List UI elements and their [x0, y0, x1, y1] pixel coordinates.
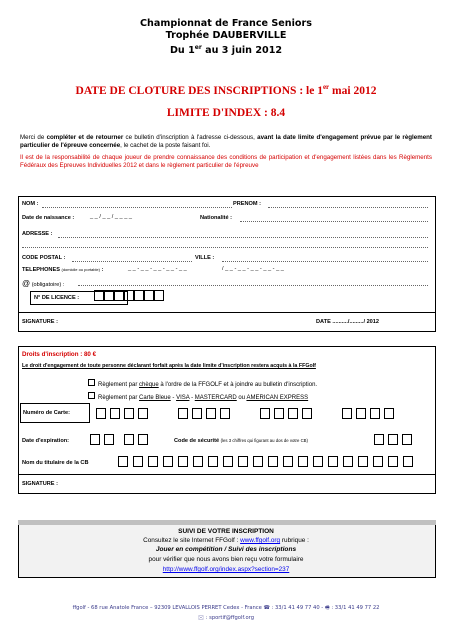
nom-field[interactable] — [42, 207, 232, 208]
tel-field-2[interactable]: / _ _ - _ _ - _ _ - _ _ - _ _ — [222, 266, 284, 272]
divider — [18, 312, 436, 313]
card-number-cell[interactable] — [370, 408, 380, 419]
holder-name-cell[interactable] — [223, 456, 233, 467]
nationalite-field[interactable] — [240, 221, 428, 222]
intro-warning: Il est de la responsabilité de chaque joueur de prendre connaissance des conditions de participation et d'engagement listées dans les Règlements Fédéraux des Epreuves Individuelles 2012 et dans le règlement particulier de l'épreuve — [20, 154, 432, 170]
email-label: @ (obligatoire) : — [22, 279, 65, 288]
dob-label: Date de naissance : — [22, 215, 75, 221]
adresse-field-2[interactable] — [22, 247, 428, 248]
expiry-cell[interactable] — [90, 434, 100, 445]
licence-cell[interactable] — [104, 290, 114, 301]
tracking-title: SUIVI DE VOTRE INSCRIPTION — [178, 528, 274, 535]
tracking-line2: Jouer en compétition / Suivi des inscriptions — [155, 546, 297, 553]
holder-name-cell[interactable] — [343, 456, 353, 467]
holder-name-cell[interactable] — [328, 456, 338, 467]
card-number-cell[interactable] — [110, 408, 120, 419]
cvv-label: Code de sécurité (les 3 chiffres qui figurant au dos de votre CB) — [174, 438, 308, 444]
cp-field[interactable] — [72, 261, 192, 262]
index-limit: LIMITE D'INDEX : 8.4 — [166, 107, 286, 119]
dob-field[interactable]: _ _ / _ _ / _ _ _ _ — [90, 214, 132, 220]
card-number-cell[interactable] — [178, 408, 188, 419]
email-field[interactable] — [78, 285, 428, 286]
holder-name-cell[interactable] — [388, 456, 398, 467]
ville-label: VILLE : — [195, 255, 215, 261]
card-number-cell[interactable] — [138, 408, 148, 419]
prenom-label: PRENOM : — [233, 201, 261, 207]
card-number-cell[interactable] — [96, 408, 106, 419]
holder-name-cell[interactable] — [163, 456, 173, 467]
ffgolf-link[interactable]: www.ffgolf.org — [240, 537, 281, 544]
tel-label: TELEPHONES (domicile ou portable) : — [22, 267, 104, 273]
holder-name-cell[interactable] — [148, 456, 158, 467]
card-number-label: Numéro de Carte: — [23, 410, 70, 416]
licence-cell[interactable] — [124, 290, 134, 301]
expiry-cell[interactable] — [104, 434, 114, 445]
holder-name-cell[interactable] — [118, 456, 128, 467]
card-number-cell[interactable] — [220, 408, 230, 419]
forfeit-rule: Le droit d'engagement de toute personne déclarant forfait après la date limite d'inscription restera acquis à la FFGolf — [22, 363, 316, 369]
holder-name-cell[interactable] — [313, 456, 323, 467]
licence-cell[interactable] — [144, 290, 154, 301]
licence-label: N° DE LICENCE : — [34, 295, 80, 301]
holder-name-cell[interactable] — [298, 456, 308, 467]
adresse-label: ADRESSE : — [22, 231, 53, 237]
tracking-line4 — [0, 566, 452, 573]
cp-label: CODE POSTAL : — [22, 255, 66, 261]
payment-signature-label: SIGNATURE : — [22, 481, 58, 487]
holder-label: Nom du titulaire de la CB — [22, 460, 89, 466]
checkbox-icon[interactable] — [88, 392, 95, 399]
holder-name-cell[interactable] — [268, 456, 278, 467]
tracking-line3: pour vérifier que nous avons bien reçu votre formulaire — [148, 556, 304, 563]
header-dates: Du 1er au 3 juin 2012 — [169, 44, 283, 57]
card-number-cell[interactable] — [356, 408, 366, 419]
cvv-cell[interactable] — [402, 434, 412, 445]
expiry-cell[interactable] — [138, 434, 148, 445]
holder-name-cell[interactable] — [283, 456, 293, 467]
holder-name-cell[interactable] — [178, 456, 188, 467]
expiry-label: Date d'expiration: — [22, 438, 70, 444]
licence-cell[interactable] — [114, 290, 124, 301]
tracking-bar — [18, 520, 436, 525]
tracking-line1: Consultez le site Internet FFGolf : www.ffgolf.org rubrique : — [143, 537, 309, 544]
licence-cell[interactable] — [134, 290, 144, 301]
header-title: Championnat de France Seniors — [140, 18, 312, 29]
holder-name-cell[interactable] — [193, 456, 203, 467]
holder-name-cell[interactable] — [358, 456, 368, 467]
cvv-cell[interactable] — [388, 434, 398, 445]
holder-name-cell[interactable] — [253, 456, 263, 467]
option-card[interactable]: Règlement par Carte Bleue - VISA - MASTERCARD ou AMERICAN EXPRESS — [88, 392, 308, 401]
card-number-cell[interactable] — [384, 408, 394, 419]
fee-title: Droits d'inscription : 80 € — [22, 351, 97, 358]
tel-field-1[interactable]: _ _ - _ _ - _ _ - _ _ - _ _ — [128, 266, 187, 272]
section-link[interactable]: http://www.ffgolf.org/index.aspx?section=237 — [162, 566, 290, 573]
holder-name-cell[interactable] — [373, 456, 383, 467]
holder-name-cell[interactable] — [403, 456, 413, 467]
card-number-cell[interactable] — [124, 408, 134, 419]
card-number-cell[interactable] — [302, 408, 312, 419]
licence-cell[interactable] — [154, 290, 164, 301]
signature-label: SIGNATURE : — [22, 319, 58, 325]
checkbox-icon[interactable] — [88, 379, 95, 386]
holder-name-cell[interactable] — [208, 456, 218, 467]
footer-email: 🖂 : sportif@ffgolf.org — [198, 615, 254, 621]
footer-address: ffgolf - 68 rue Anatole France – 92309 LEVALLOIS PERRET Cedex - France ☎ : 33/1 41 49 77 40 - 🖷 : 33/1 41 49 77 22 — [72, 605, 380, 611]
divider — [18, 474, 436, 475]
closing-date: DATE DE CLOTURE DES INSCRIPTIONS : le 1er mai 2012 — [75, 83, 377, 97]
cvv-cell[interactable] — [374, 434, 384, 445]
holder-name-cell[interactable] — [133, 456, 143, 467]
expiry-cell[interactable] — [124, 434, 134, 445]
card-number-cell[interactable] — [288, 408, 298, 419]
card-number-cell[interactable] — [274, 408, 284, 419]
card-number-cell[interactable] — [192, 408, 202, 419]
card-number-cell[interactable] — [342, 408, 352, 419]
adresse-field-1[interactable] — [58, 237, 428, 238]
ville-field[interactable] — [222, 261, 428, 262]
holder-name-cell[interactable] — [238, 456, 248, 467]
licence-cell[interactable] — [94, 290, 104, 301]
nationalite-label: Nationalité : — [200, 215, 233, 221]
nom-label: NOM : — [22, 201, 39, 207]
intro-paragraph: Merci de compléter et de retourner ce bulletin d'inscription à l'adresse ci-dessous, avant la date limite d'engagement prévue par le règlement particulier de l'épreuve concernée, le cachet de la poste faisant foi. — [20, 134, 432, 150]
option-cheque[interactable]: Règlement par chèque à l'ordre de la FFGOLF et à joindre au bulletin d'inscription. — [88, 379, 317, 388]
card-number-cell[interactable] — [260, 408, 270, 419]
card-number-cell[interactable] — [206, 408, 216, 419]
date-label: DATE ........../........./ 2012 — [316, 319, 380, 325]
header-trophy: Trophée DAUBERVILLE — [165, 30, 287, 41]
prenom-field[interactable] — [268, 207, 428, 208]
